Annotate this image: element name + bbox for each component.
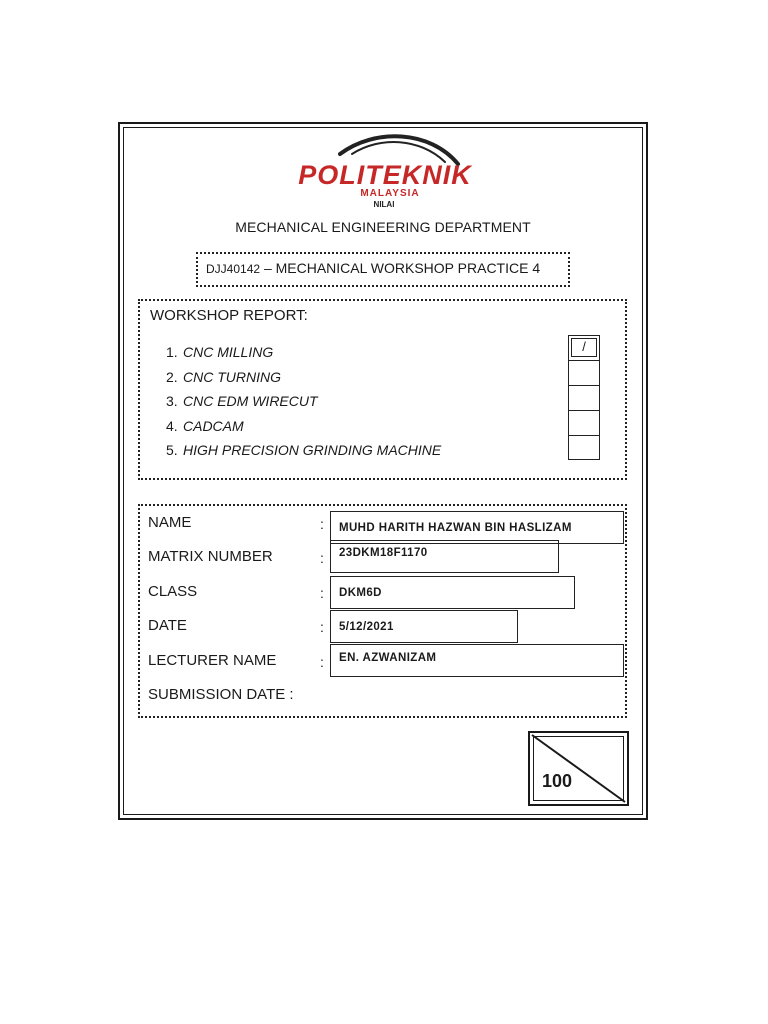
- matrix-number-label: MATRIX NUMBER: [148, 548, 273, 565]
- logo-country-text: MALAYSIA: [360, 188, 420, 199]
- department-title: MECHANICAL ENGINEERING DEPARTMENT: [235, 219, 531, 235]
- lecturer-name-colon: :: [320, 654, 324, 670]
- name-field[interactable]: MUHD HARITH HAZWAN BIN HASLIZAM: [330, 511, 624, 544]
- workshop-report-box: [138, 299, 627, 480]
- list-item: 5. HIGH PRECISION GRINDING MACHINE: [166, 442, 442, 458]
- report-title: WORKSHOP REPORT:: [150, 307, 308, 324]
- matrix-number-colon: :: [320, 550, 324, 566]
- total-score: 100: [542, 771, 573, 791]
- submission-date-label: SUBMISSION DATE :: [148, 686, 294, 703]
- date-field[interactable]: 5/12/2021: [330, 610, 518, 643]
- lecturer-name-field[interactable]: EN. AZWANIZAM: [330, 644, 624, 677]
- list-item: 2. CNC TURNING: [166, 368, 281, 385]
- matrix-number-field[interactable]: 23DKM18F1170: [330, 540, 559, 573]
- list-item: 4. CADCAM: [166, 417, 244, 434]
- politeknik-logo: [280, 132, 490, 208]
- list-item: 1. CNC MILLING: [166, 344, 274, 360]
- course-separator: –: [263, 260, 272, 276]
- lecturer-name-label: LECTURER NAME: [148, 652, 277, 669]
- score-diagonal: [530, 733, 627, 804]
- checkbox-cnc-milling[interactable]: /: [568, 335, 600, 360]
- course-name: MECHANICAL WORKSHOP PRACTICE 4: [275, 260, 541, 276]
- checkbox-cnc-turning[interactable]: [568, 360, 600, 385]
- logo-campus-text: NILAI: [373, 200, 395, 208]
- class-field[interactable]: DKM6D: [330, 576, 575, 609]
- score-box: [528, 731, 629, 806]
- course-code: DJJ40142: [206, 262, 261, 276]
- student-details-box: [138, 504, 627, 718]
- date-colon: :: [320, 619, 324, 635]
- checkbox-high-precision-grinding[interactable]: [568, 435, 600, 460]
- checkbox-cadcam[interactable]: [568, 410, 600, 435]
- checkbox-cnc-edm-wirecut[interactable]: [568, 385, 600, 410]
- class-colon: :: [320, 585, 324, 601]
- course-box: [196, 252, 570, 287]
- checkbox-column: [568, 335, 600, 460]
- date-label: DATE: [148, 617, 187, 634]
- list-item: 3. CNC EDM WIRECUT: [166, 393, 318, 409]
- logo-brand-text: POLITEKNIK: [298, 160, 472, 190]
- class-label: CLASS: [148, 583, 198, 600]
- report-list: [166, 343, 441, 466]
- name-colon: :: [320, 516, 324, 532]
- name-label: NAME: [148, 514, 192, 531]
